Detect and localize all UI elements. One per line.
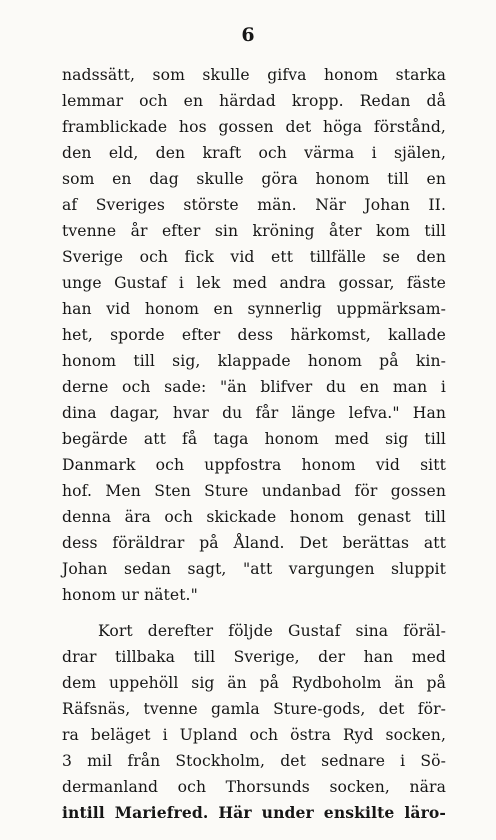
text-line: begärde att få taga honom med sig till — [62, 430, 446, 448]
text-line: intill Mariefred. Här under enskilte läro- — [62, 803, 446, 822]
text-line: 3 mil från Stockholm, det sednare i Sö- — [62, 752, 446, 770]
text-line: som en dag skulle göra honom till en — [62, 170, 446, 188]
text-line: Johan sedan sagt, "att vargungen sluppit — [62, 560, 446, 578]
text-line: honom till sig, klappade honom på kin- — [62, 352, 446, 370]
text-line: framblickade hos gossen det höga förstånd, — [62, 118, 446, 136]
text-line: hof. Men Sten Sture undanbad för gossen — [62, 482, 446, 500]
text-line: Danmark och uppfostra honom vid sitt — [62, 456, 446, 474]
text-line: af Sveriges störste män. När Johan II. — [62, 196, 446, 214]
text-line: han vid honom en synnerlig uppmärksam- — [62, 300, 446, 318]
text-line: lemmar och en härdad kropp. Redan då — [62, 92, 446, 110]
text-line: Kort derefter följde Gustaf sina föräl- — [98, 622, 446, 640]
text-line: dem uppehöll sig än på Rydboholm än på — [62, 674, 446, 692]
text-line: ra beläget i Upland och östra Ryd socken, — [62, 726, 446, 744]
text-line: den eld, den kraft och värma i själen, — [62, 144, 446, 162]
text-line: dina dagar, hvar du får länge lefva." Han — [62, 404, 446, 422]
text-line: Sverige och fick vid ett tillfälle se den — [62, 248, 446, 266]
text-line: unge Gustaf i lek med andra gossar, fäste — [62, 274, 446, 292]
text-line: dermanland och Thorsunds socken, nära — [62, 778, 446, 796]
text-line: Räfsnäs, tvenne gamla Sture-gods, det för- — [62, 700, 446, 718]
text-line: tvenne år efter sin kröning åter kom till — [62, 222, 446, 240]
text-line: dess föräldrar på Åland. Det berättas att — [62, 534, 446, 552]
text-line: het, sporde efter dess härkomst, kallade — [62, 326, 446, 344]
text-line: denna ära och skickade honom genast till — [62, 508, 446, 526]
text-line: drar tillbaka till Sverige, der han med — [62, 648, 446, 666]
text-line: nadssätt, som skulle gifva honom starka — [62, 66, 446, 84]
text-line: derne och sade: "än blifver du en man i — [62, 378, 446, 396]
text-line: honom ur nätet." — [62, 586, 198, 604]
page-number: 6 — [241, 24, 255, 46]
